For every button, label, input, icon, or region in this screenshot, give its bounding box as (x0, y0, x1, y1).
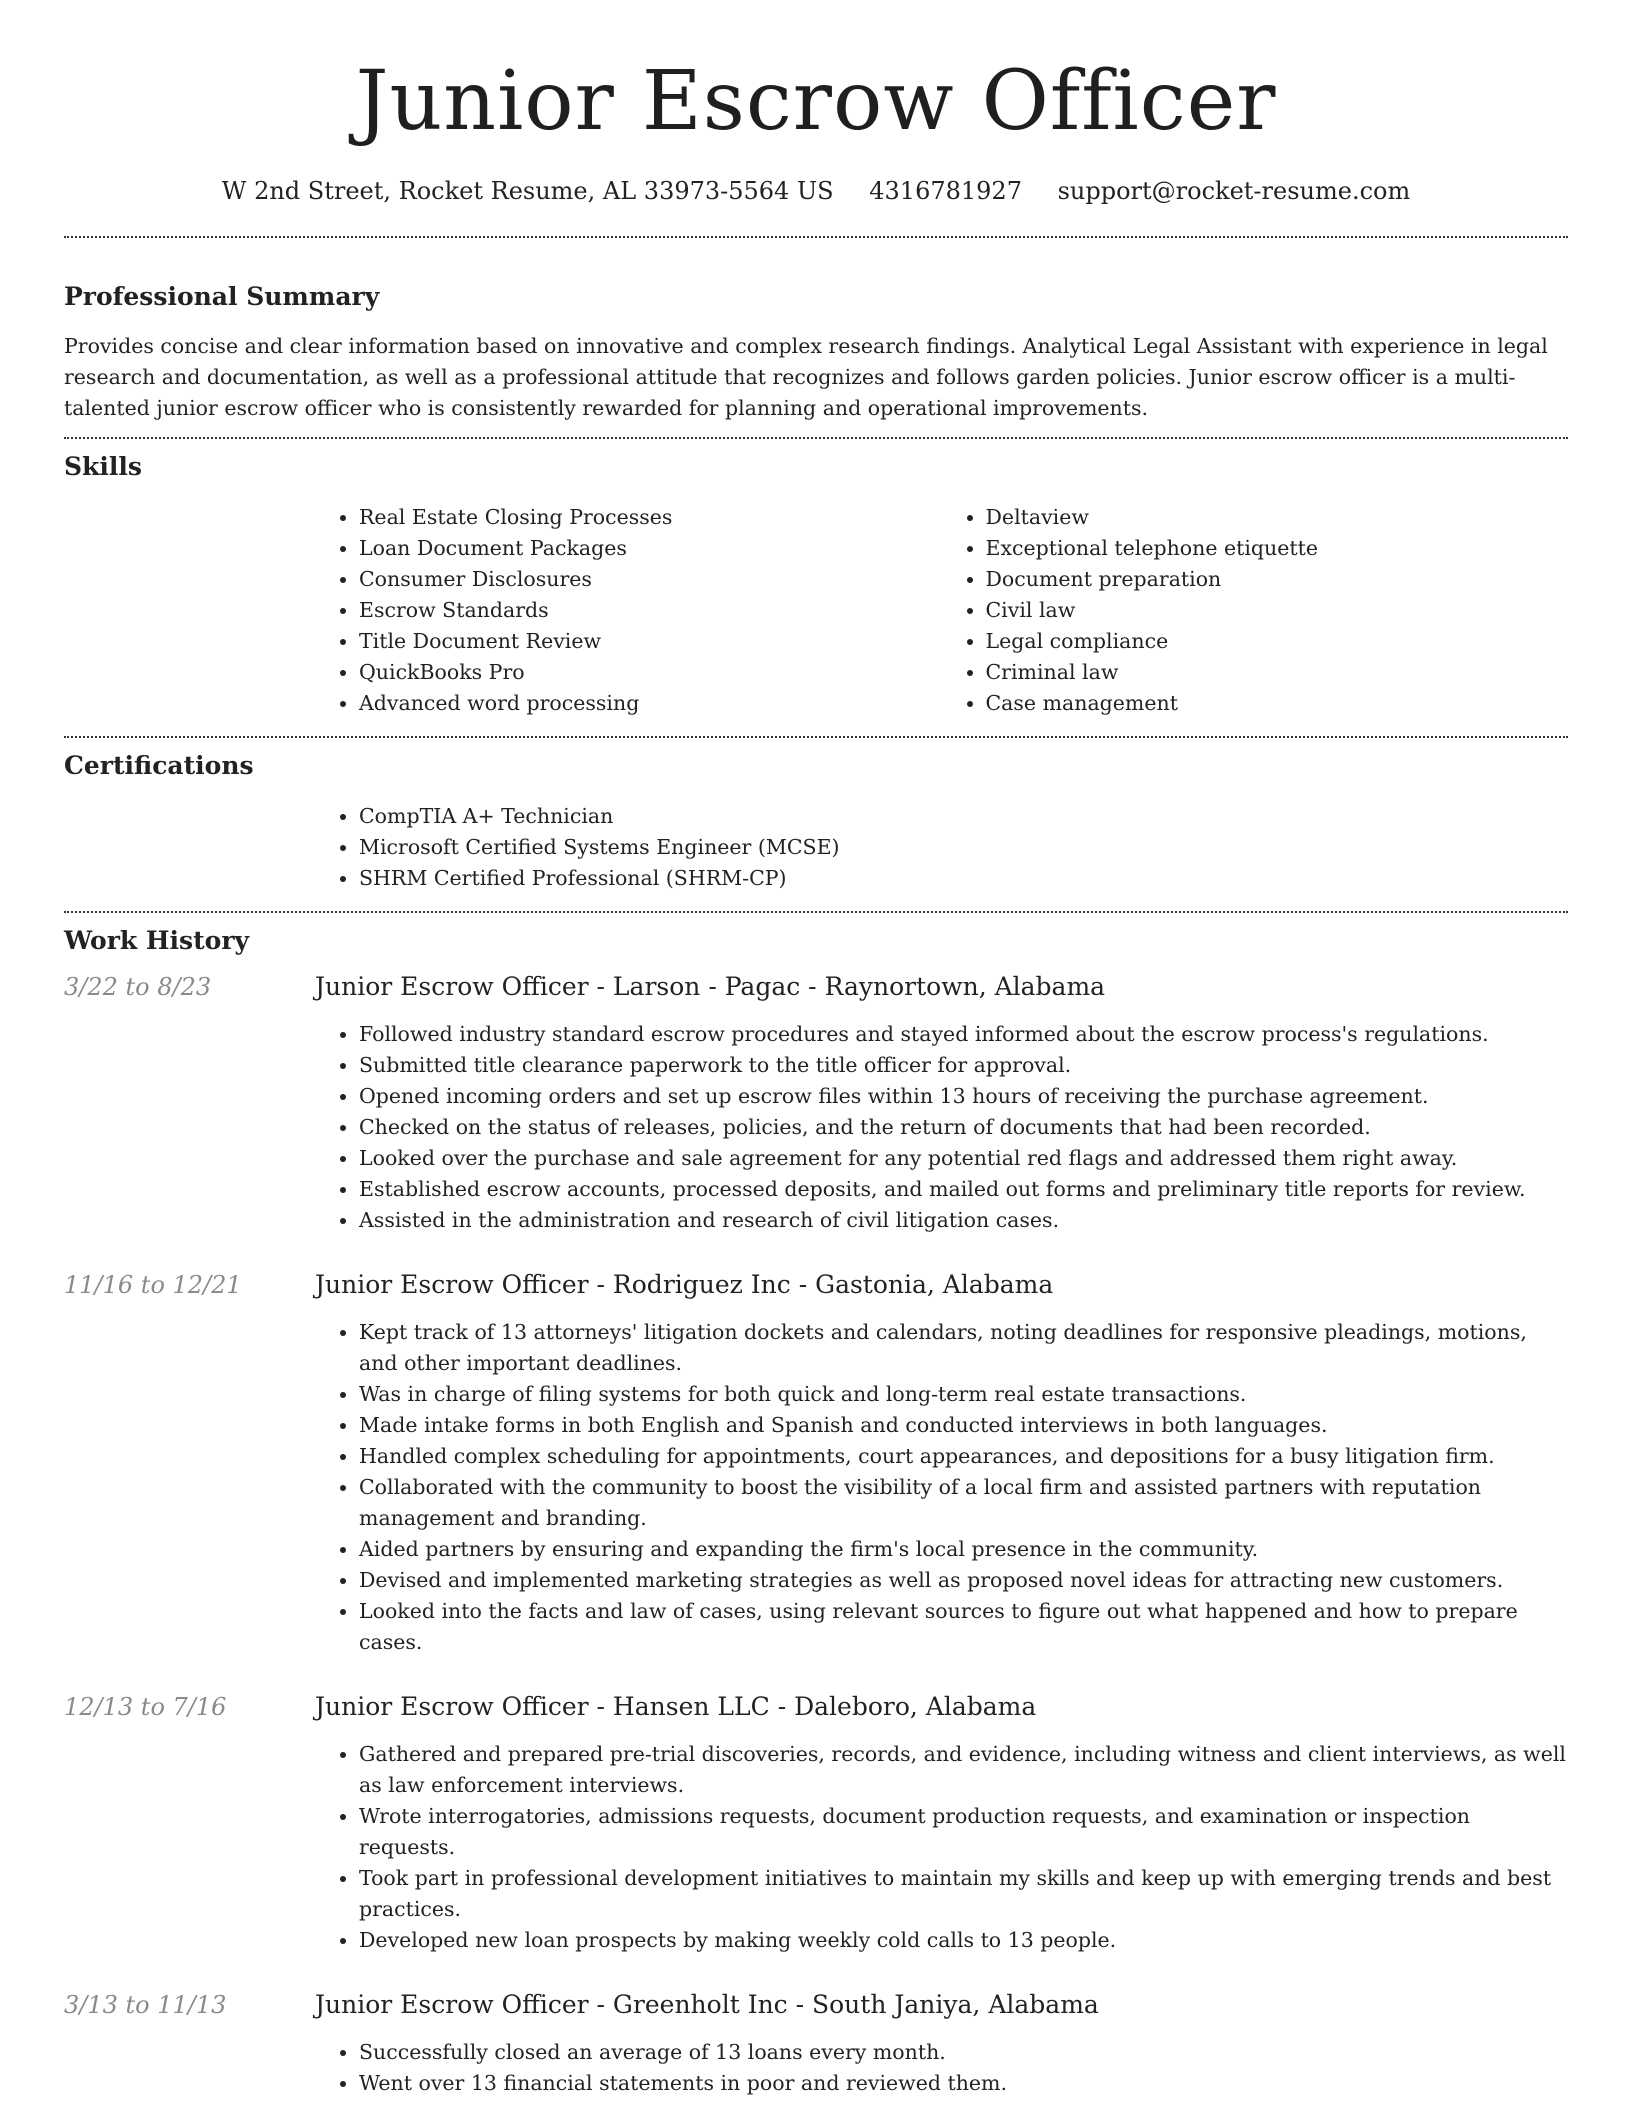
skills-heading: Skills (64, 452, 142, 481)
skill-item: • Real Estate Closing Processes (359, 502, 942, 533)
skill-item: • Consumer Disclosures (359, 564, 942, 595)
job-bullets (315, 1019, 1568, 1236)
job-dates: 3/13 to 11/13 (64, 1991, 227, 2019)
job-header (64, 1268, 1568, 1302)
job-bullet: • Gathered and prepared pre-trial discoveries, records, and evidence, including witness and client interviews, as well as law enforcement interviews. (359, 1739, 1568, 1801)
certification-item: • Microsoft Certified Systems Engineer (MCSE) (359, 832, 1568, 863)
skills-section (64, 449, 1568, 719)
job-dates: 11/16 to 12/21 (64, 1271, 242, 1299)
job-title: Junior Escrow Officer - Larson - Pagac - Raynortown, Alabama (315, 972, 1106, 1001)
contact-address: W 2nd Street, Rocket Resume, AL 33973-5564 US (221, 177, 834, 205)
skill-item: • Exceptional telephone etiquette (986, 533, 1569, 564)
skill-item: • Advanced word processing (359, 688, 942, 719)
job-bullet: • Submitted title clearance paperwork to the title officer for approval. (359, 1050, 1568, 1081)
contact-phone: 4316781927 (869, 177, 1022, 205)
job-bullets (315, 1739, 1568, 1956)
contact-email: support@rocket-resume.com (1057, 177, 1411, 205)
job-header (64, 970, 1568, 1004)
section-divider (64, 911, 1568, 913)
summary-heading: Professional Summary (64, 282, 380, 311)
skill-item: • Document preparation (986, 564, 1569, 595)
section-divider (64, 736, 1568, 738)
skill-item: • Legal compliance (986, 626, 1569, 657)
job-bullet: • Wrote interrogatories, admissions requests, document production requests, and examination or inspection requests. (359, 1801, 1568, 1863)
contact-line (64, 174, 1568, 208)
job-bullet: • Assisted in the administration and research of civil litigation cases. (359, 1205, 1568, 1236)
skills-list-left (315, 502, 942, 719)
job-bullet: • Aided partners by ensuring and expanding the firm's local presence in the community. (359, 1534, 1568, 1565)
job-bullet: • Looked over the purchase and sale agreement for any potential red flags and addressed them right away. (359, 1143, 1568, 1174)
certifications-heading: Certifications (64, 751, 254, 780)
skill-item: • Criminal law (986, 657, 1569, 688)
job-bullet: • Went over 13 financial statements in poor and reviewed them. (359, 2068, 1568, 2099)
job-bullet: • Collaborated with the community to boost the visibility of a local firm and assisted partners with reputation management and branding. (359, 1472, 1568, 1534)
job-title: Junior Escrow Officer - Rodriguez Inc - Gastonia, Alabama (315, 1270, 1054, 1299)
job-bullet: • Kept track of 13 attorneys' litigation dockets and calendars, noting deadlines for responsive pleadings, motions, and other important deadlines. (359, 1317, 1568, 1379)
job-title: Junior Escrow Officer - Greenholt Inc - South Janiya, Alabama (315, 1990, 1099, 2019)
skill-item: • Deltaview (986, 502, 1569, 533)
skill-item: • Title Document Review (359, 626, 942, 657)
job-bullets (315, 2037, 1568, 2099)
job-bullet: • Checked on the status of releases, policies, and the return of documents that had been recorded. (359, 1112, 1568, 1143)
job-bullets (315, 1317, 1568, 1658)
summary-section (64, 279, 1568, 424)
resume-title: Junior Escrow Officer (355, 54, 1277, 149)
skill-item: • Escrow Standards (359, 595, 942, 626)
work-history-section (64, 923, 1568, 2099)
job-entry (64, 1690, 1568, 1956)
job-dates: 12/13 to 7/16 (64, 1693, 227, 1721)
job-bullet: • Established escrow accounts, processed deposits, and mailed out forms and preliminary title reports for review. (359, 1174, 1568, 1205)
skill-item: • QuickBooks Pro (359, 657, 942, 688)
skill-item: • Loan Document Packages (359, 533, 942, 564)
skills-list-right (942, 502, 1569, 719)
job-bullet: • Followed industry standard escrow procedures and stayed informed about the escrow process's regulations. (359, 1019, 1568, 1050)
job-header (64, 1988, 1568, 2022)
resume-page (64, 0, 1568, 2099)
job-bullet: • Was in charge of filing systems for both quick and long-term real estate transactions. (359, 1379, 1568, 1410)
job-bullet: • Took part in professional development initiatives to maintain my skills and keep up with emerging trends and best practices. (359, 1863, 1568, 1925)
skill-item: • Civil law (986, 595, 1569, 626)
job-entry (64, 1988, 1568, 2099)
job-bullet: • Handled complex scheduling for appointments, court appearances, and depositions for a busy litigation firm. (359, 1441, 1568, 1472)
job-dates: 3/22 to 8/23 (64, 973, 212, 1001)
job-bullet: • Developed new loan prospects by making weekly cold calls to 13 people. (359, 1925, 1568, 1956)
certifications-section (64, 748, 1568, 894)
job-entry (64, 970, 1568, 1236)
skill-item: • Case management (986, 688, 1569, 719)
certification-item: • CompTIA A+ Technician (359, 801, 1568, 832)
skills-columns (315, 502, 1568, 719)
job-header (64, 1690, 1568, 1724)
job-bullet: • Opened incoming orders and set up escrow files within 13 hours of receiving the purchase agreement. (359, 1081, 1568, 1112)
section-divider (64, 236, 1568, 238)
certifications-list (315, 801, 1568, 894)
job-title: Junior Escrow Officer - Hansen LLC - Daleboro, Alabama (315, 1692, 1037, 1721)
work-history-heading: Work History (64, 926, 250, 955)
job-entry (64, 1268, 1568, 1658)
summary-text: Provides concise and clear information based on innovative and complex research findings. Analytical Legal Assistant with experience in legal research and documentation, as well as a professional attitude that recognizes and follows garden policies. Junior escrow officer is a multi-talented junior escrow officer who is consistently rewarded for planning and operational improvements. (64, 334, 1548, 420)
job-bullet: • Successfully closed an average of 13 loans every month. (359, 2037, 1568, 2068)
job-bullet: • Made intake forms in both English and Spanish and conducted interviews in both languages. (359, 1410, 1568, 1441)
certification-item: • SHRM Certified Professional (SHRM-CP) (359, 863, 1568, 894)
section-divider (64, 437, 1568, 439)
job-bullet: • Devised and implemented marketing strategies as well as proposed novel ideas for attracting new customers. (359, 1565, 1568, 1596)
job-bullet: • Looked into the facts and law of cases, using relevant sources to figure out what happened and how to prepare cases. (359, 1596, 1568, 1658)
